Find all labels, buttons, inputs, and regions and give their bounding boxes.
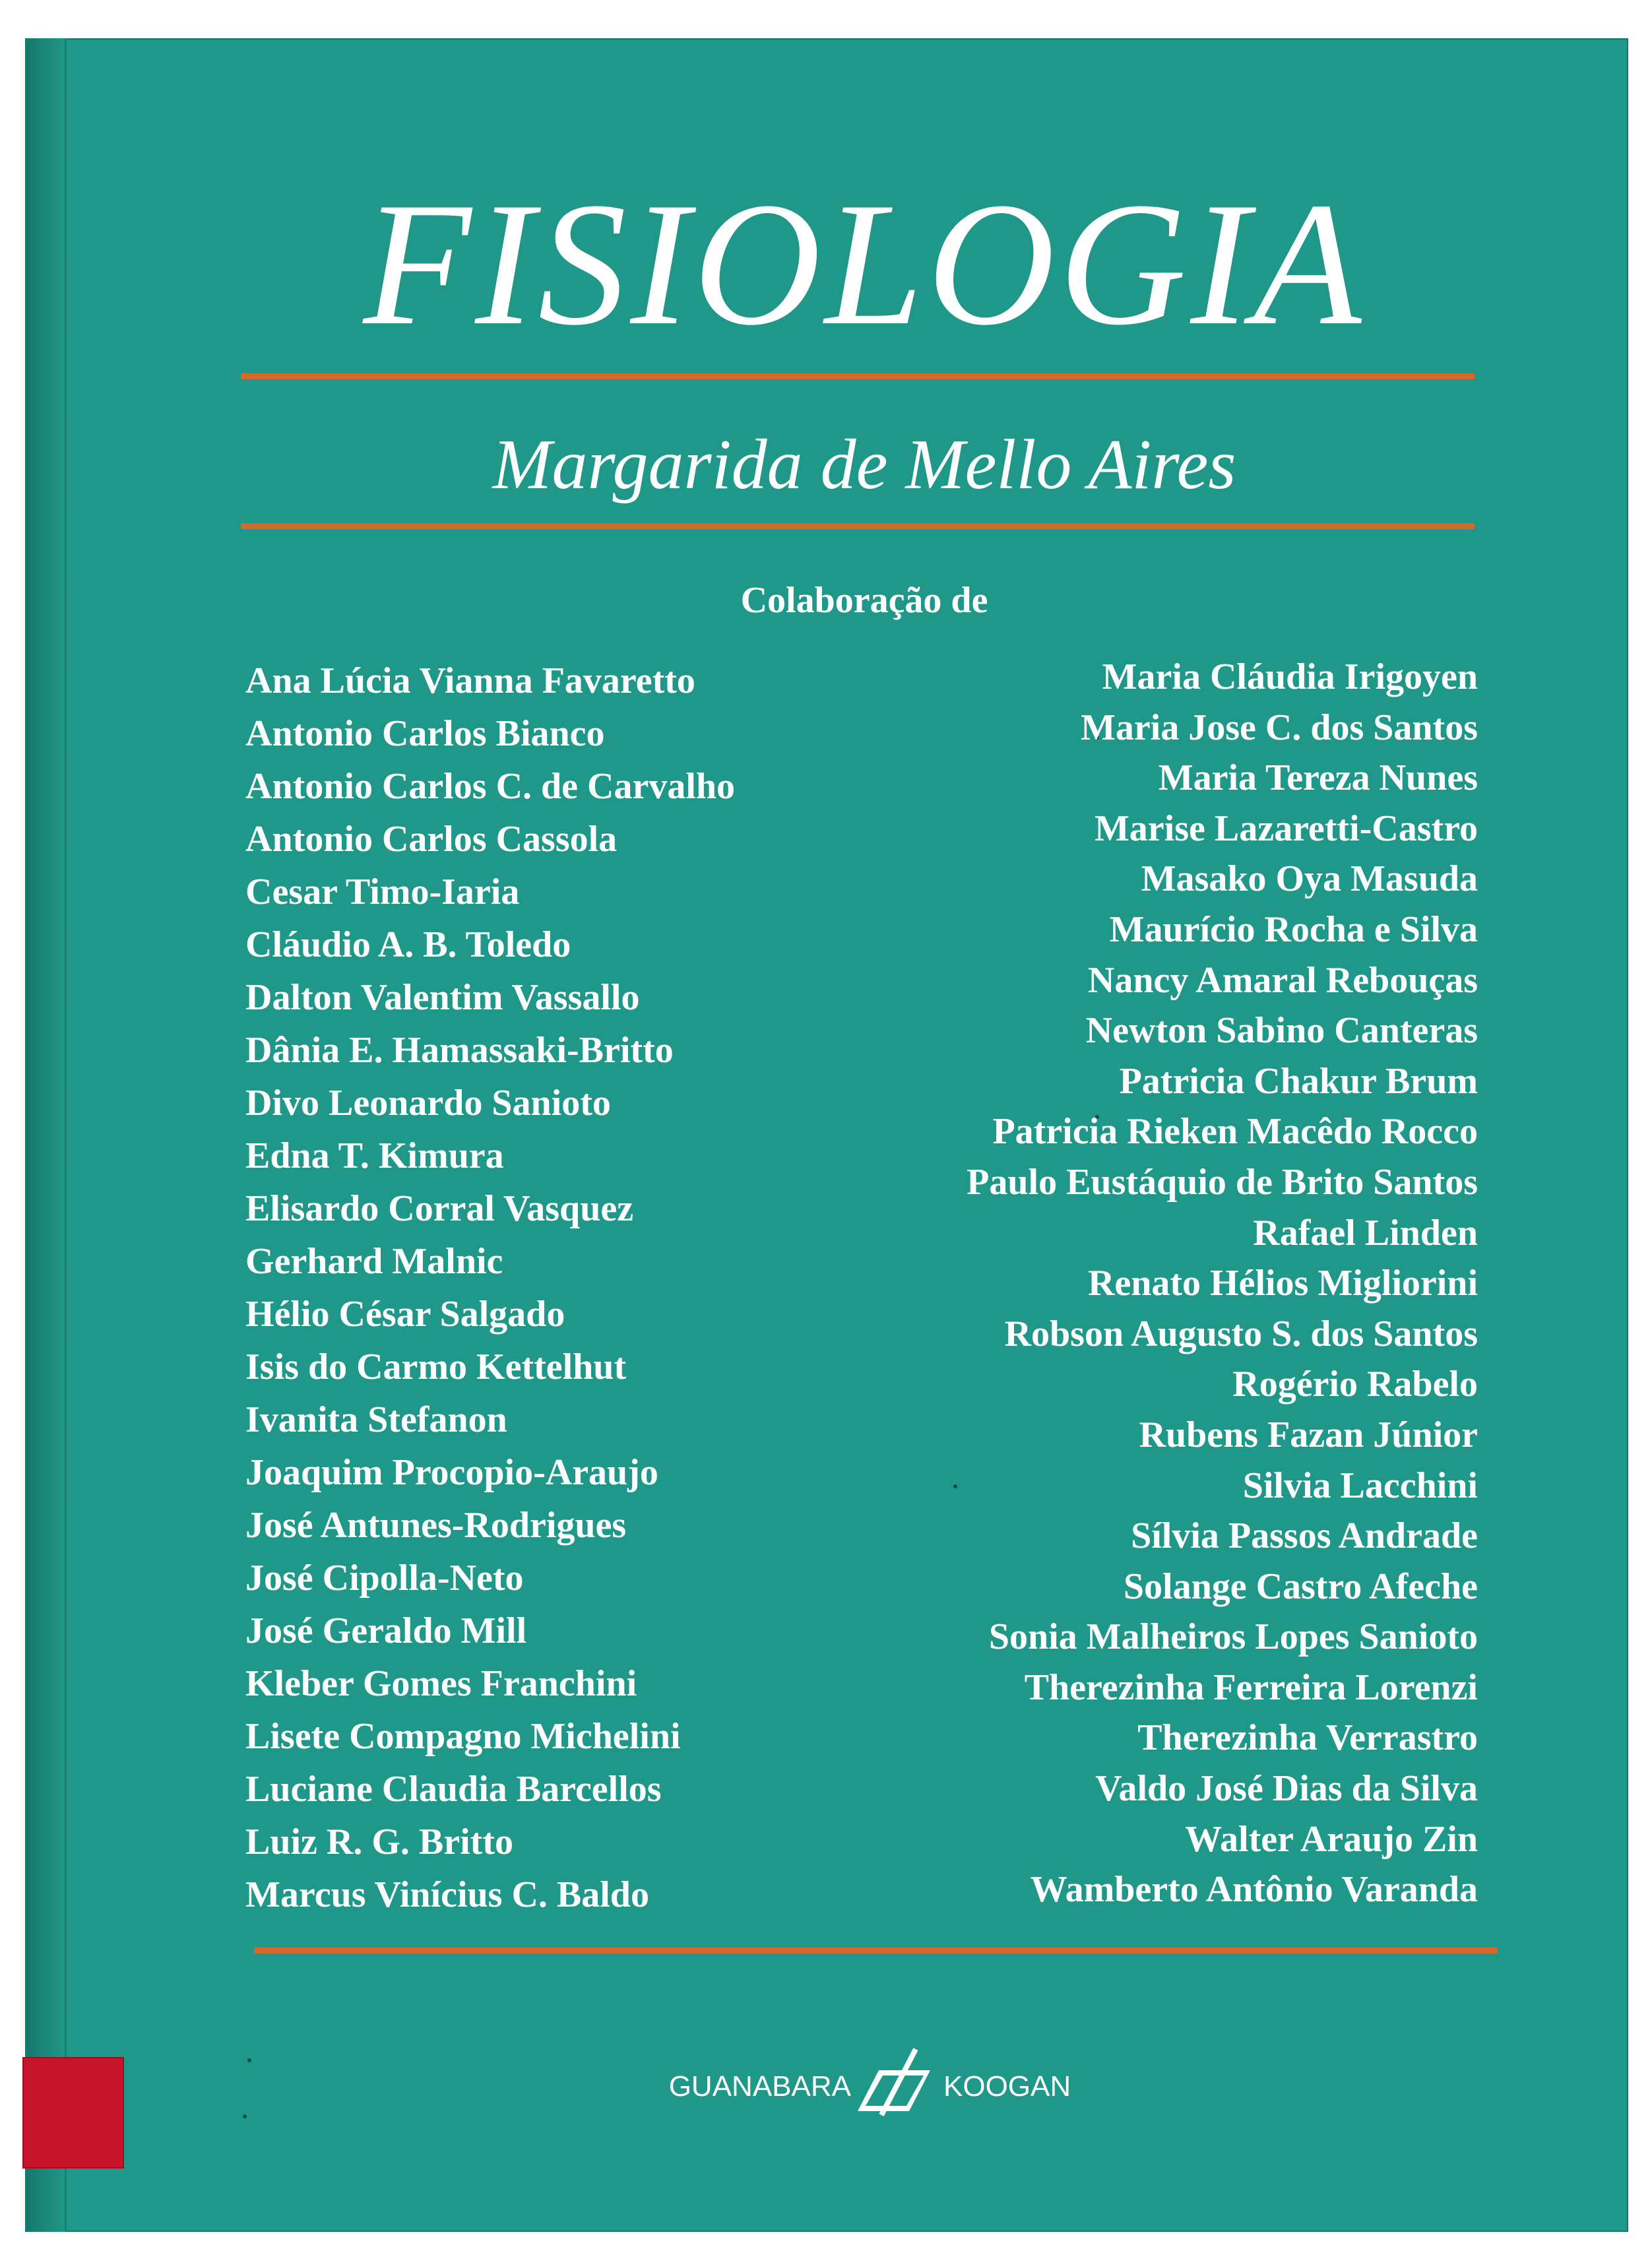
collaborators-left-column (245, 654, 905, 1921)
collaborator-name: Rubens Fazan Júnior (1139, 1414, 1478, 1455)
collaborator-name: Ana Lúcia Vianna Favaretto (245, 660, 695, 701)
publisher-imprint (660, 2045, 1122, 2124)
publisher-name-right: KOOGAN (943, 2070, 1071, 2103)
book-title: FISIOLOGIA (363, 166, 1366, 362)
collaborator-name: Solange Castro Afeche (1123, 1566, 1478, 1607)
collaboration-heading: Colaboração de (740, 580, 988, 621)
collaborator-name: Lisete Compagno Michelini (245, 1716, 681, 1757)
collaborator-name: Walter Araujo Zin (1185, 1818, 1478, 1860)
bottom-rule (254, 1948, 1498, 1953)
collaborator-name: Antonio Carlos Cassola (245, 819, 618, 860)
collaborator-name: Luiz R. G. Britto (245, 1822, 513, 1862)
cover-speck (243, 2114, 247, 2118)
cover-speck (247, 2058, 251, 2062)
collaborator-name: Rogério Rabelo (1232, 1364, 1478, 1405)
collaborator-name: Therezinha Verrastro (1137, 1717, 1478, 1759)
collaborator-name: Hélio César Salgado (245, 1294, 565, 1335)
collaborators-right-column (818, 652, 1478, 1915)
book-slash-icon (852, 2045, 945, 2118)
collaborator-name: Dânia E. Hamassaki-Britto (245, 1030, 674, 1071)
collaborator-name: Isis do Carmo Kettelhut (245, 1347, 627, 1387)
collaborator-name: Marcus Vinícius C. Baldo (245, 1874, 649, 1915)
collaborator-name: Kleber Gomes Franchini (245, 1663, 637, 1704)
collaborator-name: José Antunes-Rodrigues (245, 1505, 627, 1546)
collaborator-name: Divo Leonardo Sanioto (245, 1083, 611, 1124)
book-author: Margarida de Mello Aires (492, 426, 1236, 504)
collaborator-name: Maria Cláudia Irigoyen (1102, 656, 1478, 697)
library-label-sticker (22, 2057, 124, 2169)
collaborator-name: Maria Jose C. dos Santos (1080, 707, 1478, 748)
book-spine (25, 38, 66, 2232)
collaborator-name: Dalton Valentim Vassallo (245, 977, 640, 1018)
collaborator-name: Elisardo Corral Vasquez (245, 1188, 634, 1229)
collaborator-name: Antonio Carlos C. de Carvalho (245, 766, 736, 807)
title-rule (241, 373, 1475, 379)
author-rule (241, 523, 1475, 529)
collaborator-name: Sonia Malheiros Lopes Sanioto (988, 1616, 1478, 1658)
collaborator-name: Maurício Rocha e Silva (1109, 908, 1478, 950)
collaborator-name: Patricia Rieken Macêdo Rocco (992, 1111, 1478, 1153)
collaborator-name: Newton Sabino Canteras (1085, 1010, 1478, 1052)
collaborator-name: Patricia Chakur Brum (1119, 1060, 1478, 1102)
collaborator-name: José Cipolla-Neto (245, 1558, 524, 1599)
collaborator-name: Cláudio A. B. Toledo (245, 924, 571, 965)
collaborator-name: Silvia Lacchini (1242, 1465, 1478, 1506)
collaborator-name: Sílvia Passos Andrade (1131, 1515, 1478, 1557)
collaborator-name: Therezinha Ferreira Lorenzi (1024, 1666, 1478, 1708)
collaborator-name: Joaquim Procopio-Araujo (245, 1452, 658, 1493)
collaborator-name: Nancy Amaral Rebouças (1087, 959, 1478, 1001)
collaborator-name: Renato Hélios Migliorini (1087, 1263, 1478, 1304)
publisher-name-left: GUANABARA (668, 2070, 851, 2103)
collaborator-name: Masako Oya Masuda (1141, 858, 1478, 900)
collaborator-name: Marise Lazaretti-Castro (1094, 808, 1478, 849)
collaborator-name: Cesar Timo-Iaria (245, 872, 520, 912)
collaborator-name: Maria Tereza Nunes (1158, 757, 1478, 799)
collaborator-name: Ivanita Stefanon (245, 1399, 507, 1440)
collaborator-name: Antonio Carlos Bianco (245, 713, 605, 754)
collaborator-name: Wamberto Antônio Varanda (1030, 1869, 1478, 1911)
collaborator-name: Rafael Linden (1253, 1212, 1478, 1253)
collaborator-name: José Geraldo Mill (245, 1610, 527, 1651)
collaborator-name: Edna T. Kimura (245, 1135, 504, 1176)
collaborator-name: Gerhard Malnic (245, 1241, 503, 1282)
collaborator-name: Paulo Eustáquio de Brito Santos (967, 1161, 1478, 1203)
collaborator-name: Robson Augusto S. dos Santos (1004, 1313, 1478, 1354)
spine-crease (65, 38, 67, 2232)
collaborator-name: Valdo José Dias da Silva (1095, 1768, 1478, 1810)
collaborator-name: Luciane Claudia Barcellos (245, 1769, 662, 1810)
